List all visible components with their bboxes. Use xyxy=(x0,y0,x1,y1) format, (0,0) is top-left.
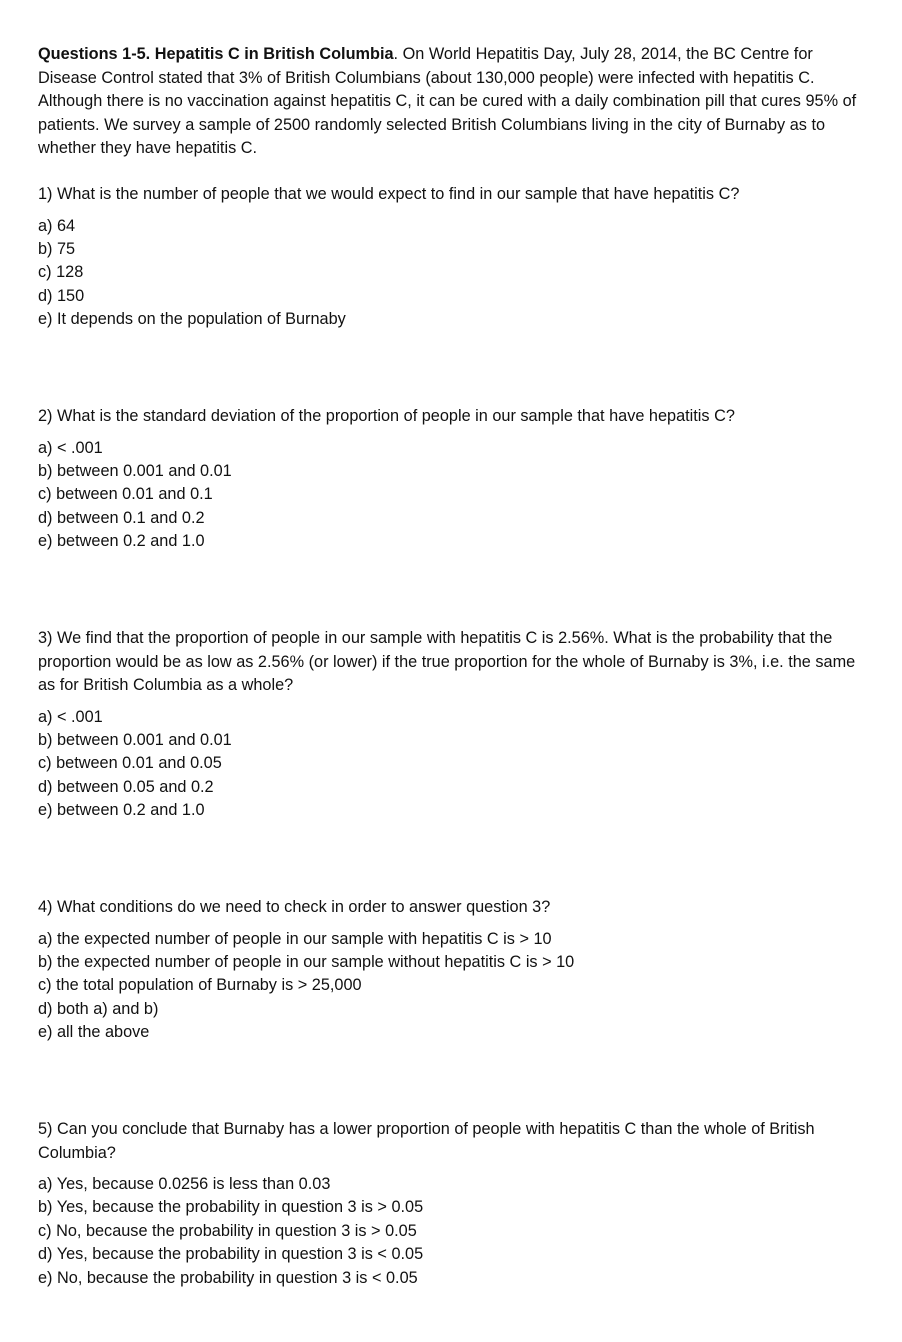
option-2c: c) between 0.01 and 0.1 xyxy=(38,485,213,504)
option-2a: a) < .001 xyxy=(38,438,103,457)
option-3d: d) between 0.05 and 0.2 xyxy=(38,777,214,796)
option-5a: a) Yes, because 0.0256 is less than 0.03 xyxy=(38,1175,331,1193)
option-4e: e) all the above xyxy=(38,1023,150,1042)
intro-text: . On World Hepatitis Day, July 28, 2014, the BC Centre for Disease Control stated that 3% of British Columbians (about 130,000 people) were infected with hepatitis C. Although there is no vaccination against hepatitis C, it can be cured with a daily combination pill that cures 95% of patients. We survey a sample of 2500 randomly selected British Columbians living in the city of Burnaby as to whether they have hepatitis C. xyxy=(38,45,857,157)
question-5-text: 5) Can you conclude that Burnaby has a lower proportion of people with hepatitis C than the whole of British Columbia? xyxy=(38,1120,815,1162)
question-2-text: 2) What is the standard deviation of the proportion of people in our sample that have hepatitis C? xyxy=(38,407,735,425)
question-3-options xyxy=(38,706,858,823)
option-2e: e) between 0.2 and 1.0 xyxy=(38,532,205,551)
question-1 xyxy=(38,183,858,332)
question-4 xyxy=(38,896,858,1045)
option-1c: c) 128 xyxy=(38,263,84,282)
option-5b: b) Yes, because the probability in question 3 is > 0.05 xyxy=(38,1198,424,1217)
question-3-text: 3) We find that the proportion of people in our sample with hepatitis C is 2.56%. What is the probability that the proportion would be as low as 2.56% (or lower) if the true proportion for the whole of Burnaby is 3%, i.e. the same as for British Columbia as a whole? xyxy=(38,629,856,694)
option-2b: b) between 0.001 and 0.01 xyxy=(38,461,232,480)
option-3c: c) between 0.01 and 0.05 xyxy=(38,754,222,773)
option-1b: b) 75 xyxy=(38,239,76,258)
option-3b: b) between 0.001 and 0.01 xyxy=(38,730,232,749)
option-5e: e) No, because the probability in question 3 is < 0.05 xyxy=(38,1268,418,1287)
question-5-options xyxy=(38,1173,858,1290)
option-4d: d) both a) and b) xyxy=(38,999,159,1018)
option-4b: b) the expected number of people in our sample without hepatitis C is > 10 xyxy=(38,952,575,971)
question-5 xyxy=(38,1118,858,1290)
question-4-text: 4) What conditions do we need to check in order to answer question 3? xyxy=(38,898,551,916)
question-2 xyxy=(38,405,858,554)
question-1-text: 1) What is the number of people that we would expect to find in our sample that have hepatitis C? xyxy=(38,185,740,203)
option-3a: a) < .001 xyxy=(38,707,103,726)
option-1d: d) 150 xyxy=(38,286,85,305)
option-1e: e) It depends on the population of Burnaby xyxy=(38,310,346,329)
option-4a: a) the expected number of people in our sample with hepatitis C is > 10 xyxy=(38,929,552,948)
option-5d: d) Yes, because the probability in question 3 is < 0.05 xyxy=(38,1245,424,1264)
question-4-options xyxy=(38,928,858,1045)
intro-paragraph xyxy=(38,43,858,161)
option-4c: c) the total population of Burnaby is > 25,000 xyxy=(38,976,362,995)
option-2d: d) between 0.1 and 0.2 xyxy=(38,508,205,527)
option-3e: e) between 0.2 and 1.0 xyxy=(38,801,205,820)
option-5c: c) No, because the probability in question 3 is > 0.05 xyxy=(38,1221,417,1240)
option-1a: a) 64 xyxy=(38,216,76,235)
question-1-options xyxy=(38,215,858,332)
intro-lead: Questions 1-5. Hepatitis C in British Columbia xyxy=(38,45,394,63)
question-3 xyxy=(38,627,858,823)
question-2-options xyxy=(38,437,858,554)
